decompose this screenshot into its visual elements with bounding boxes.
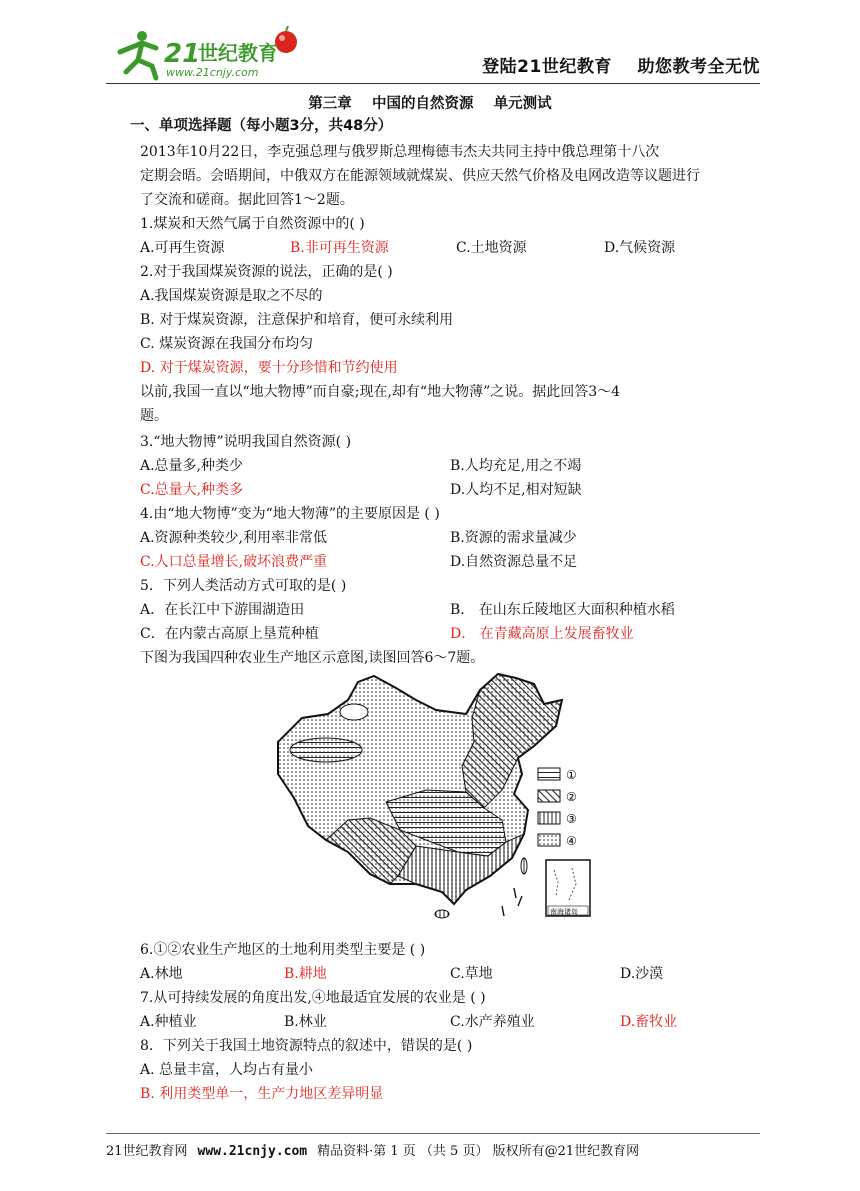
legend-2: ②	[566, 790, 577, 804]
q5-option-d-answer: D． 在青藏高原上发展畜牧业	[450, 626, 634, 642]
china-agriculture-map	[266, 670, 602, 922]
south-china-sea-inset	[546, 860, 590, 916]
q6-option-c: C.草地	[450, 966, 493, 982]
q5-option-b: B． 在山东丘陵地区大面积种植水稻	[450, 602, 675, 618]
intro-paragraph: 2013年10月22日，李克强总理与俄罗斯总理梅德韦杰夫共同主持中俄总理第十八次	[140, 144, 660, 160]
page-header	[100, 26, 760, 84]
q1-option-d: D.气候资源	[604, 240, 676, 256]
q4-option-d: D.自然资源总量不足	[450, 554, 578, 570]
intro-paragraph: 定期会晤。会晤期间，中俄双方在能源领域就煤炭、供应天然气价格及电网改造等议题进行	[140, 168, 700, 184]
page-title: 第三章 中国的自然资源 单元测试	[308, 96, 552, 112]
q2-option-a: A.我国煤炭资源是取之不尽的	[140, 288, 323, 304]
q4-option-a: A.资源种类较少,利用率非常低	[140, 530, 328, 546]
q2-option-d-answer: D. 对于煤炭资源，要十分珍惜和节约使用	[140, 360, 398, 376]
q2-option-c: C. 煤炭资源在我国分布均匀	[140, 336, 314, 352]
question-5: 5．下列人类活动方式可取的是( )	[140, 578, 347, 594]
page-footer	[106, 1140, 639, 1159]
q6-option-a: A.林地	[140, 966, 183, 982]
q6-option-d: D.沙漠	[620, 966, 664, 982]
section-heading: 一、单项选择题（每小题3分，共48分）	[130, 118, 393, 134]
svg-text:www.21cnjy.com: www.21cnjy.com	[166, 66, 259, 79]
q8-option-b-answer: B. 利用类型单一，生产力地区差异明显	[140, 1086, 384, 1102]
question-8: 8．下列关于我国土地资源特点的叙述中，错误的是( )	[140, 1038, 473, 1054]
question-3: 3.“地大物博”说明我国自然资源( )	[140, 434, 352, 450]
footer-site: 21世纪教育网	[106, 1144, 188, 1159]
q4-option-c-answer: C.人口总量增长,破坏浪费严重	[140, 554, 328, 570]
q5-option-c: C．在内蒙古高原上垦荒种植	[140, 626, 319, 642]
footer-divider	[106, 1133, 760, 1134]
q7-option-d-answer: D.畜牧业	[620, 1014, 678, 1030]
footer-url-link[interactable]: www.21cnjy.com	[197, 1144, 308, 1159]
site-logo[interactable]	[112, 26, 312, 82]
runner-icon	[120, 31, 156, 78]
q4-option-b: B.资源的需求量减少	[450, 530, 577, 546]
legend-1: ①	[566, 768, 577, 782]
legend-3: ③	[566, 812, 577, 826]
q3-option-a: A.总量多,种类少	[140, 458, 244, 474]
inset-label: 南海诸岛	[550, 908, 578, 916]
q3-option-c-answer: C.总量大,种类多	[140, 482, 244, 498]
header-slogan: 登陆21世纪教育 助您教考全无忧	[482, 57, 760, 77]
legend-4: ④	[566, 834, 577, 848]
q1-option-a: A.可再生资源	[140, 240, 225, 256]
q1-option-c: C.土地资源	[456, 240, 527, 256]
question-4: 4.由“地大物博”变为“地大物薄”的主要原因是 ( )	[140, 506, 440, 522]
question-2: 2.对于我国煤炭资源的说法，正确的是( )	[140, 264, 393, 280]
intro-paragraph: 了交流和磋商。据此回答1～2题。	[140, 192, 354, 208]
intro-paragraph: 以前,我国一直以“地大物博”而自豪;现在,却有“地大物薄”之说。据此回答3～4	[140, 384, 621, 400]
q5-option-a: A．在长江中下游围湖造田	[140, 602, 305, 618]
q3-option-d: D.人均不足,相对短缺	[450, 482, 582, 498]
q7-option-a: A.种植业	[140, 1014, 197, 1030]
q7-option-c: C.水产养殖业	[450, 1014, 535, 1030]
question-1: 1.煤炭和天然气属于自然资源中的( )	[140, 216, 365, 232]
q6-option-b-answer: B.耕地	[284, 966, 327, 982]
q2-option-b: B. 对于煤炭资源，注意保护和培育，便可永续利用	[140, 312, 454, 328]
intro-paragraph: 下图为我国四种农业生产地区示意图,读图回答6～7题。	[140, 650, 485, 666]
q8-option-a: A. 总量丰富，人均占有量小	[140, 1062, 314, 1078]
question-6: 6.①②农业生产地区的土地利用类型主要是 ( )	[140, 942, 426, 958]
q7-option-b: B.林业	[284, 1014, 327, 1030]
question-7: 7.从可持续发展的角度出发,④地最适宜发展的农业是 ( )	[140, 990, 486, 1006]
q1-option-b-answer: B.非可再生资源	[290, 240, 389, 256]
footer-page-info: 精品资料·第 1 页 （共 5 页） 版权所有@21世纪教育网	[317, 1144, 640, 1159]
q3-option-b: B.人均充足,用之不竭	[450, 458, 582, 474]
intro-paragraph: 题。	[140, 408, 168, 424]
map-legend	[538, 768, 577, 848]
svg-text:21: 21	[164, 39, 201, 69]
svg-text:世纪教育: 世纪教育	[198, 41, 278, 65]
header-divider	[106, 83, 760, 84]
